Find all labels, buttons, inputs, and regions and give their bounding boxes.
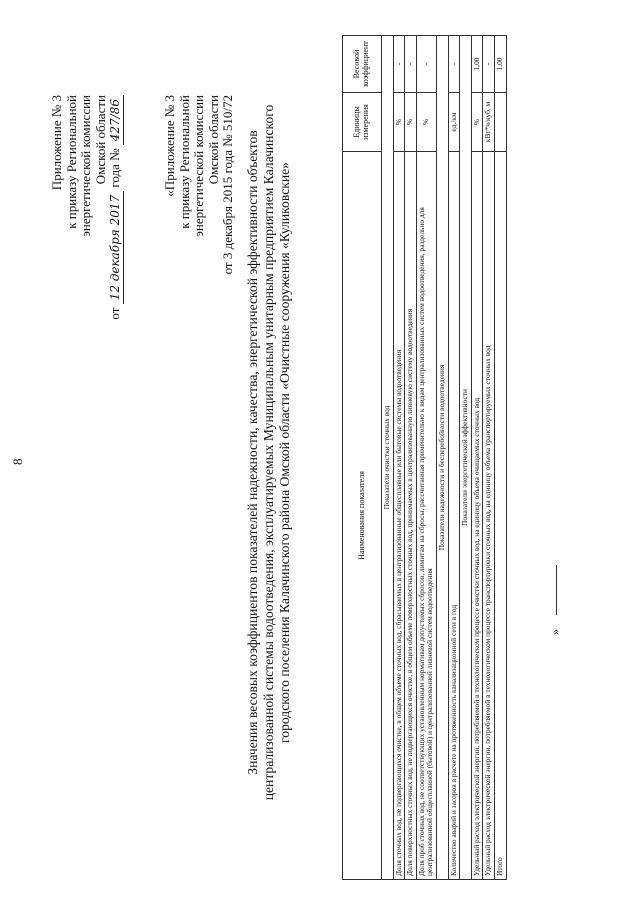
row-name: Доля сточных вод, не подвергающихся очистке, в общем объеме сточных вод, сбрасываемых в централизованные общесплавные или бытовые системы водоотведения (393, 152, 405, 880)
title-line: централизованной системы водоотведения, эксплуатируемых Муниципальным унитарным предприятием Калачинского (261, 104, 276, 801)
section-reliability: Показатели надежности и бесперебойности водоотведения (436, 36, 448, 880)
appendix-line: к приказу Региональной (63, 95, 79, 229)
table-row (483, 36, 495, 880)
row-name: Удельный расход электрической энергии, потребляемой в технологическом процессе очистки сточных вод, на единицу объема очищаемых сточных вод (471, 152, 483, 880)
table-row (405, 36, 417, 880)
table-row (448, 36, 460, 880)
appendix-date-line (108, 95, 124, 320)
row-unit: % (393, 93, 405, 152)
coefficients-table (342, 35, 507, 880)
row-unit: % (405, 93, 417, 152)
total-coef: 1,00 (494, 36, 506, 93)
table-row (471, 36, 483, 880)
page-number: 8 (10, 458, 25, 465)
header-coef: Весовой коэффициент (343, 36, 382, 93)
row-coef: - (448, 36, 460, 93)
row-unit: % (416, 93, 436, 152)
row-coef: 1,00 (471, 36, 483, 93)
row-coef: - (393, 36, 405, 93)
section-energy: Показатели энергетической эффективности (460, 36, 472, 880)
row-coef: - (483, 36, 495, 93)
total-row (494, 36, 506, 880)
section-row (382, 36, 394, 880)
appendix-ot: от (107, 307, 122, 320)
section-row (460, 36, 472, 880)
appendix-line: к приказу Региональной (176, 95, 192, 229)
appendix-line: энергетической комиссии (191, 95, 206, 237)
section-row (436, 36, 448, 880)
closing-rule (556, 565, 557, 615)
row-name: Доля проб сточных вод, не соответствующих установленным нормативам допустимых сбросов, лимитам на сбросы, рассчитанная применительно к видам централизованных систем водоотведения, раздельно для централизованной общесплавной (бытовой) и централизованной ливневой систем водоотведения (416, 152, 436, 880)
row-name: Количество аварий и засоров в расчете на протяженность канализационной сети в год (448, 152, 460, 880)
section-quality: Показатели очистки сточных вод (382, 36, 394, 880)
appendix-line: Омской области (205, 95, 221, 185)
handwritten-number: 427/86 (108, 95, 124, 145)
row-coef: - (416, 36, 436, 93)
appendix-line: от 3 декабря 2015 года № 510/72 (220, 95, 235, 275)
document-title (245, 40, 293, 865)
appendix-header-old (163, 95, 236, 274)
header-unit: Единицы измерения (343, 93, 382, 152)
appendix-line: энергетической комиссии (78, 95, 93, 237)
appendix-number-label: года № (107, 148, 122, 188)
title-line: городского поселения Калачинского района Омской области «Очистные сооружения «Куликовские» (277, 162, 292, 743)
total-unit (494, 93, 506, 152)
table-header-row (343, 36, 382, 880)
appendix-header-new (50, 95, 124, 320)
title-line: Значения весовых коэффициентов показателей надежности, качества, энергетической эффективности объектов (245, 130, 260, 775)
handwritten-date: 12 декабря 2017 (108, 191, 124, 304)
appendix-line: Приложение № 3 (49, 95, 64, 191)
row-unit: кВт*ч/куб. м (483, 93, 495, 152)
table-row (416, 36, 436, 880)
appendix-line: Омской области (92, 95, 108, 185)
appendix-line: «Приложение № 3 (162, 95, 177, 197)
row-unit: % (471, 93, 483, 152)
table-row (393, 36, 405, 880)
row-name: Удельный расход электрической энергии, потребляемой в технологическом процессе транспортировки сточных вод, на единицу объема транспортируемых сточных вод (483, 152, 495, 880)
row-coef: - (405, 36, 417, 93)
row-name: Доля поверхностных сточных вод, не подвергающихся очистке, в общем объеме поверхностных сточных вод, принимаемых в централизованную ливневую систему водоотведения (405, 152, 417, 880)
total-name: Итого (494, 152, 506, 880)
header-name: Наименования показателя (343, 152, 382, 880)
closing-quote: » (548, 629, 562, 635)
row-unit: ед./км (448, 93, 460, 152)
